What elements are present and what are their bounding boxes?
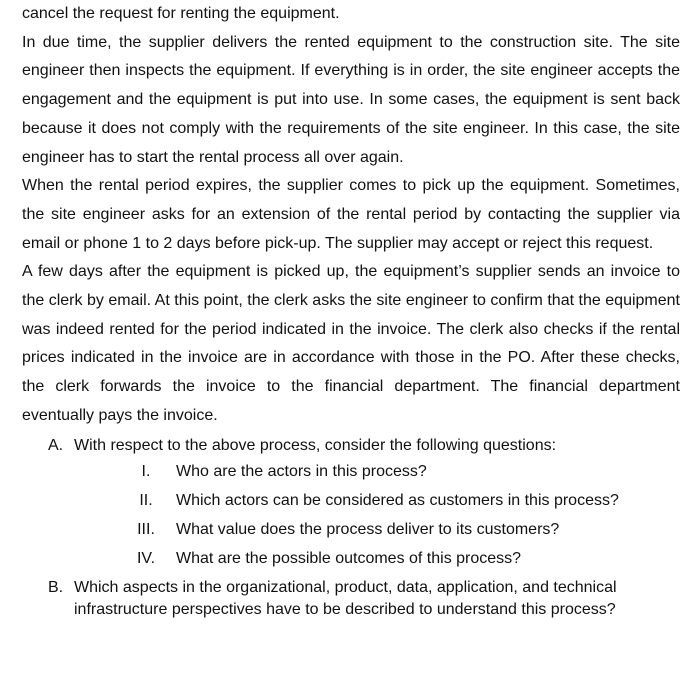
sub-question-4-text: What are the possible outcomes of this process? [176, 549, 522, 567]
question-b-letter: B. [48, 578, 64, 596]
question-a-sublist [74, 461, 680, 570]
sub-question-4-number: IV. [136, 549, 156, 567]
sub-question-1-text: Who are the actors in this process? [176, 462, 427, 480]
sub-question-2 [74, 490, 680, 512]
paragraph-cancel-request: cancel the request for renting the equipment. [22, 5, 340, 22]
question-a-text: With respect to the above process, consider the following questions: [74, 436, 557, 454]
sub-question-3 [74, 519, 680, 541]
sub-question-1-number: I. [141, 462, 151, 480]
sub-question-2-text: Which actors can be considered as customers in this process? [176, 491, 619, 509]
paragraph-invoice-handling: A few days after the equipment is picked up, the equipment’s supplier sends an invoice to the clerk by email. At this point, the clerk asks the site engineer to confirm that the equipment was indeed rented for the period indicated in the invoice. The clerk also checks if the rental prices indicated in the invoice are in accordance with those in the PO. After these checks, the clerk forwards the invoice to the financial department. The financial department eventually pays the invoice. [22, 263, 680, 424]
sub-question-2-number: II. [139, 491, 153, 509]
sub-question-3-number: III. [137, 520, 155, 538]
question-b-text: Which aspects in the organizational, product, data, application, and technical infrastructure perspectives have to be described to understand this process? [74, 578, 617, 618]
paragraph-delivery-inspection: In due time, the supplier delivers the rented equipment to the construction site. The site engineer then inspects the equipment. If everything is in order, the site engineer accepts the engagement and the equipment is put into use. In some cases, the equipment is sent back because it does not comply with the requirements of the site engineer. In this case, the site engineer has to start the rental process all over again. [22, 33, 680, 166]
question-a-letter: A. [48, 436, 64, 454]
question-list [22, 435, 680, 621]
question-b [22, 577, 680, 621]
sub-question-3-text: What value does the process deliver to its customers? [176, 520, 560, 538]
sub-question-4 [74, 548, 680, 570]
question-a [22, 435, 680, 570]
sub-question-1 [74, 461, 680, 483]
paragraph-rental-expiry: When the rental period expires, the supplier comes to pick up the equipment. Sometimes, the site engineer asks for an extension of the rental period by contacting the supplier via email or phone 1 to 2 days before pick-up. The supplier may accept or reject this request. [22, 177, 680, 252]
